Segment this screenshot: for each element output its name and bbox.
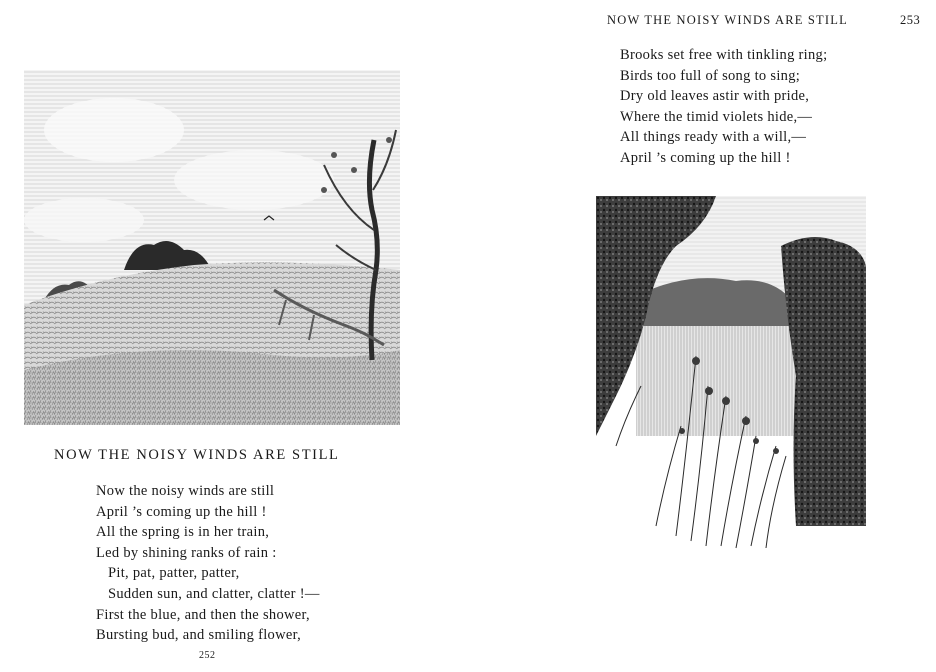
poem-line: Birds too full of song to sing;: [620, 67, 801, 84]
poem-line: Where the timid violets hide,—: [620, 108, 813, 125]
brook-engraving: [596, 196, 866, 552]
poem-line: First the blue, and then the shower,: [96, 606, 310, 623]
poem-line: Dry old leaves astir with pride,: [620, 88, 810, 105]
poem-line: All things ready with a will,—: [620, 129, 807, 146]
poem-stanza-right: [620, 45, 827, 169]
poem-line: Led by shining ranks of rain :: [96, 544, 277, 561]
poem-title: NOW THE NOISY WINDS ARE STILL: [54, 447, 340, 463]
poem-line: Pit, pat, patter, patter,: [108, 565, 240, 582]
poem-line: Bursting bud, and smiling flower,: [96, 627, 302, 644]
poem-stanza-left: [96, 481, 320, 646]
poem-line: All the spring is in her train,: [96, 524, 270, 541]
page-number: 252: [199, 650, 216, 661]
running-head: NOW THE NOISY WINDS ARE STILL: [607, 13, 848, 27]
poem-line: April ’s coming up the hill !: [620, 149, 791, 166]
poem-line: Sudden sun, and clatter, clatter !—: [108, 585, 320, 602]
hillside-illustration: [24, 70, 400, 425]
poem-line: April ’s coming up the hill !: [96, 503, 267, 520]
poem-line: Now the noisy winds are still: [96, 483, 275, 499]
brook-illustration: [596, 196, 866, 552]
hillside-engraving: [24, 70, 400, 425]
page-number: 253: [900, 13, 921, 27]
poem-line: Brooks set free with tinkling ring;: [620, 47, 828, 63]
right-page: [468, 0, 936, 672]
